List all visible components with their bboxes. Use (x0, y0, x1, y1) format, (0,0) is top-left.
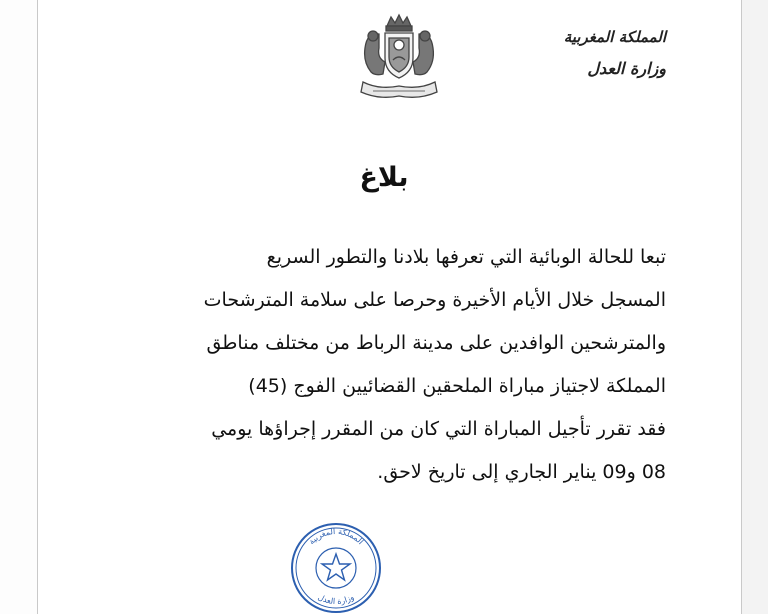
stamp-text-bottom: وزارة العدل (316, 592, 356, 607)
notice-title: بلاغ (359, 162, 409, 193)
notice-line: المملكة لاجتياز مباراة الملحقين القضائيين الفوج (45) (248, 375, 666, 397)
notice-line: والمترشحين الوافدين على مدينة الرباط من مختلف مناطق (206, 332, 666, 354)
notice-line: المسجل خلال الأيام الأخيرة وحرصا على سلامة المترشحات (203, 289, 666, 311)
header-ministry: وزارة العدل (587, 59, 666, 78)
notice-line: تبعا للحالة الوبائية التي تعرفها بلادنا والتطور السريع (266, 246, 666, 268)
official-stamp (286, 514, 386, 614)
header-kingdom: المملكة المغربية (563, 28, 666, 46)
stamp-text-top: المملكة المغربية (306, 526, 366, 547)
notice-line: 08 و09 يناير الجاري إلى تاريخ لاحق. (377, 461, 666, 483)
viewer-scroll-area[interactable] (742, 0, 768, 614)
notice-body (106, 236, 666, 494)
notice-line: فقد تقرر تأجيل المباراة التي كان من المقرر إجراؤها يومي (211, 418, 666, 440)
ministry-header (564, 26, 666, 80)
moroccan-coat-of-arms-emblem (349, 12, 449, 104)
